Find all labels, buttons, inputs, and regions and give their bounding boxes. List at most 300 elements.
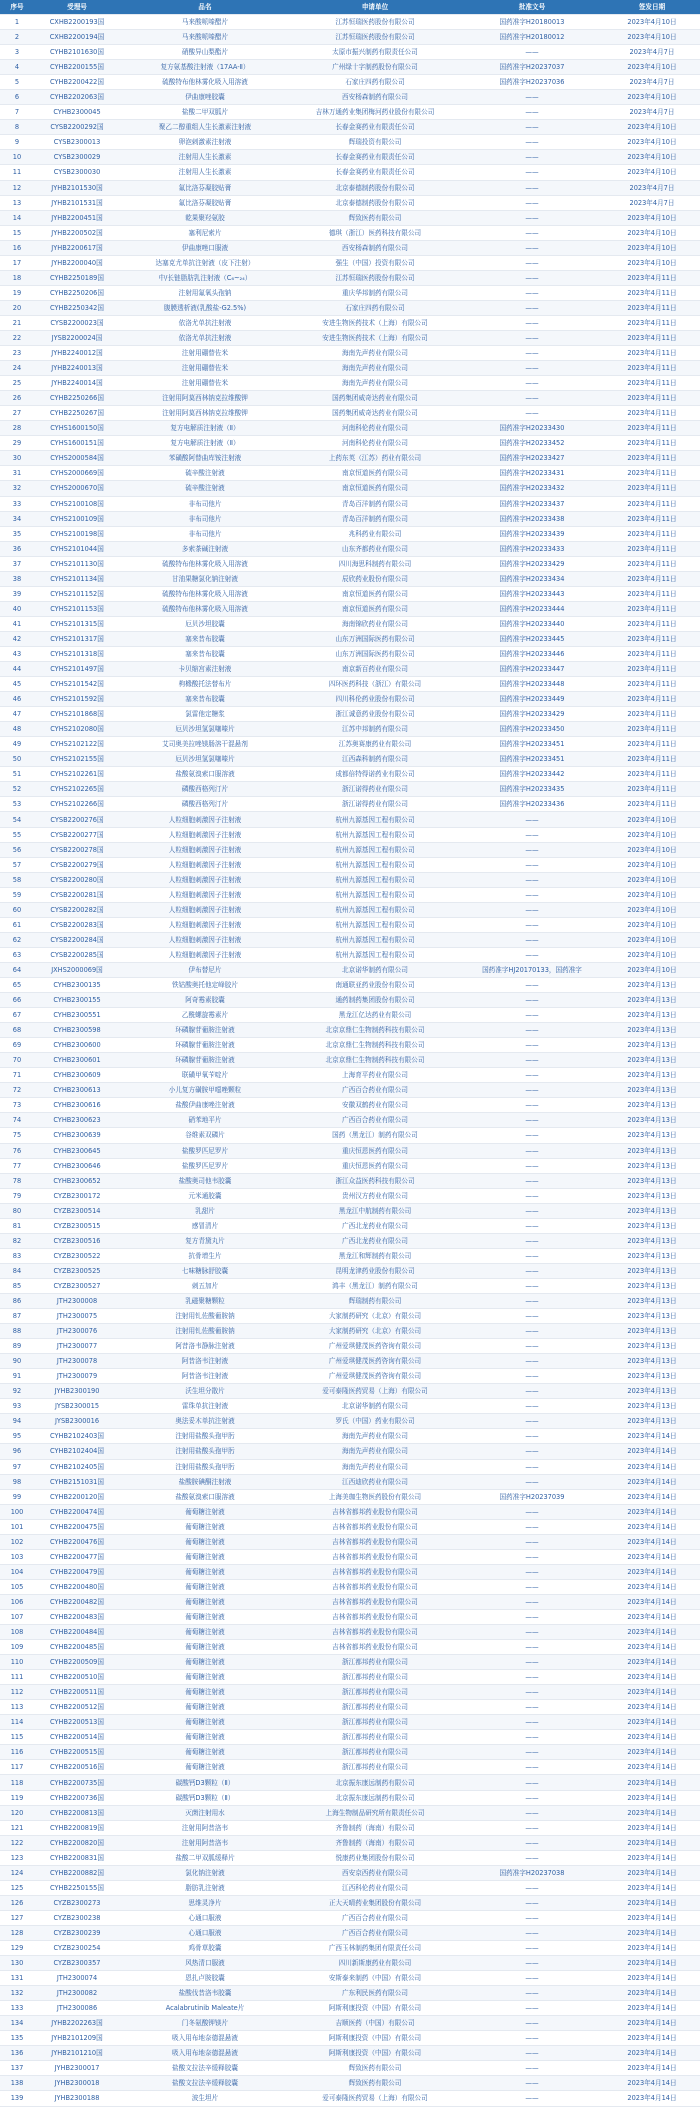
cell-acceptance-number: CYSB2200281国 (34, 887, 120, 902)
table-row (0, 45, 700, 60)
cell-issue-date: 2023年4月10日 (604, 255, 700, 270)
cell-applicant: 阿斯利康投资（中国）有限公司 (290, 2046, 460, 2061)
cell-issue-date: 2023年4月11日 (604, 601, 700, 616)
cell-product-name: 复方电解质注射液（Ⅱ） (120, 436, 290, 451)
cell-serial-number: 113 (0, 1700, 34, 1715)
cell-serial-number: 109 (0, 1640, 34, 1655)
cell-product-name: 硫辛酸注射液 (120, 481, 290, 496)
cell-approval-number: —— (460, 1293, 604, 1308)
cell-product-name: Acalabrutinib Maleate片 (120, 2001, 290, 2016)
cell-applicant: 重庆恒恩医药有限公司 (290, 1158, 460, 1173)
cell-acceptance-number: CYHB2200510国 (34, 1670, 120, 1685)
cell-applicant: 海南先声药业有限公司 (290, 376, 460, 391)
cell-serial-number: 44 (0, 662, 34, 677)
cell-approval-number: 国药准字H20233451 (460, 737, 604, 752)
cell-product-name: 注射用硼替佐米 (120, 376, 290, 391)
cell-product-name: 人粒细胞刺激因子注射液 (120, 827, 290, 842)
cell-issue-date: 2023年4月10日 (604, 30, 700, 45)
cell-product-name: 碳酸钙D3颗粒（Ⅱ） (120, 1790, 290, 1805)
cell-serial-number: 11 (0, 165, 34, 180)
cell-applicant: 重庆华邦制药有限公司 (290, 285, 460, 300)
cell-acceptance-number: CYHB2200512国 (34, 1700, 120, 1715)
table-row (0, 1414, 700, 1429)
cell-acceptance-number: CYSB2200285国 (34, 947, 120, 962)
cell-serial-number: 127 (0, 1910, 34, 1925)
cell-applicant: 阿斯利康投资（中国）有限公司 (290, 2001, 460, 2016)
table-row (0, 330, 700, 345)
cell-applicant: 辰欣药业股份有限公司 (290, 571, 460, 586)
table-row (0, 947, 700, 962)
cell-issue-date: 2023年4月11日 (604, 421, 700, 436)
cell-serial-number: 103 (0, 1549, 34, 1564)
table-row (0, 1865, 700, 1880)
cell-product-name: 依洛尤单抗注射液 (120, 315, 290, 330)
cell-serial-number: 5 (0, 75, 34, 90)
cell-serial-number: 55 (0, 827, 34, 842)
cell-serial-number: 57 (0, 857, 34, 872)
cell-approval-number: —— (460, 827, 604, 842)
cell-applicant: 北京诺华制药有限公司 (290, 1399, 460, 1414)
cell-product-name: 盐酸罗匹尼罗片 (120, 1143, 290, 1158)
table-row (0, 421, 700, 436)
cell-serial-number: 90 (0, 1354, 34, 1369)
cell-applicant: 河南科伦药业有限公司 (290, 421, 460, 436)
cell-applicant: 正大天晴药业集团股份有限公司 (290, 1895, 460, 1910)
cell-product-name: 葡萄糖注射液 (120, 1504, 290, 1519)
cell-acceptance-number: CYHB2200480国 (34, 1579, 120, 1594)
cell-acceptance-number: JYHB2101210国 (34, 2046, 120, 2061)
cell-serial-number: 39 (0, 586, 34, 601)
table-row (0, 30, 700, 45)
cell-issue-date: 2023年4月14日 (604, 1805, 700, 1820)
table-header (0, 0, 700, 15)
cell-issue-date: 2023年4月14日 (604, 1429, 700, 1444)
cell-acceptance-number: JYHB2202263国 (34, 2016, 120, 2031)
cell-issue-date: 2023年4月14日 (604, 1971, 700, 1986)
cell-approval-number: —— (460, 1384, 604, 1399)
cell-applicant: 广西北龙药业有限公司 (290, 1218, 460, 1233)
cell-serial-number: 28 (0, 421, 34, 436)
cell-issue-date: 2023年4月13日 (604, 1218, 700, 1233)
cell-acceptance-number: CYHB2200479国 (34, 1564, 120, 1579)
cell-product-name: 人粒细胞刺激因子注射液 (120, 812, 290, 827)
cell-acceptance-number: JYHB2200502国 (34, 225, 120, 240)
table-row (0, 1384, 700, 1399)
table-row (0, 887, 700, 902)
cell-issue-date: 2023年4月13日 (604, 1173, 700, 1188)
table-row (0, 1203, 700, 1218)
cell-issue-date: 2023年4月13日 (604, 1278, 700, 1293)
cell-issue-date: 2023年4月11日 (604, 406, 700, 421)
cell-issue-date: 2023年4月10日 (604, 917, 700, 932)
cell-product-name: 依洛尤单抗注射液 (120, 330, 290, 345)
table-row (0, 646, 700, 661)
cell-issue-date: 2023年4月11日 (604, 541, 700, 556)
cell-acceptance-number: CYHB2250206国 (34, 285, 120, 300)
cell-product-name: 磷酸西格列汀片 (120, 797, 290, 812)
cell-applicant: 吉林省都邦药业股份有限公司 (290, 1534, 460, 1549)
cell-approval-number: —— (460, 1504, 604, 1519)
cell-serial-number: 132 (0, 1986, 34, 2001)
cell-acceptance-number: CYHB2300155 (34, 993, 120, 1008)
cell-approval-number: —— (460, 1519, 604, 1534)
table-row (0, 240, 700, 255)
cell-issue-date: 2023年4月10日 (604, 932, 700, 947)
cell-product-name: 伊曲康唑口服液 (120, 240, 290, 255)
cell-approval-number: —— (460, 255, 604, 270)
table-row (0, 466, 700, 481)
cell-applicant: 杭州九源基因工程有限公司 (290, 932, 460, 947)
table-row (0, 917, 700, 932)
cell-approval-number: —— (460, 2001, 604, 2016)
cell-approval-number: —— (460, 902, 604, 917)
cell-serial-number: 24 (0, 361, 34, 376)
cell-issue-date: 2023年4月11日 (604, 315, 700, 330)
cell-issue-date: 2023年4月11日 (604, 571, 700, 586)
cell-acceptance-number: JXHS2000069国 (34, 962, 120, 977)
cell-applicant: 长春金赛药业有限责任公司 (290, 150, 460, 165)
cell-issue-date: 2023年4月14日 (604, 1715, 700, 1730)
cell-acceptance-number: JYSB2200024国 (34, 330, 120, 345)
cell-serial-number: 47 (0, 707, 34, 722)
cell-acceptance-number: JYHB2300188 (34, 2091, 120, 2106)
cell-approval-number: —— (460, 1414, 604, 1429)
cell-issue-date: 2023年4月14日 (604, 2091, 700, 2106)
cell-approval-number: —— (460, 1158, 604, 1173)
cell-issue-date: 2023年4月13日 (604, 1263, 700, 1278)
cell-applicant: 黑龙江和辉制药有限公司 (290, 1248, 460, 1263)
cell-serial-number: 81 (0, 1218, 34, 1233)
cell-approval-number: —— (460, 857, 604, 872)
cell-product-name: 注射用阿昔洛韦 (120, 1820, 290, 1835)
cell-applicant: 杭州九源基因工程有限公司 (290, 902, 460, 917)
cell-applicant: 吉林省都邦药业股份有限公司 (290, 1519, 460, 1534)
cell-serial-number: 18 (0, 270, 34, 285)
table-row (0, 165, 700, 180)
cell-acceptance-number: CYHB2200882国 (34, 1865, 120, 1880)
cell-serial-number: 67 (0, 1008, 34, 1023)
cell-product-name: 非布司他片 (120, 511, 290, 526)
cell-issue-date: 2023年4月13日 (604, 1023, 700, 1038)
cell-approval-number: 国药准字H20233433 (460, 541, 604, 556)
cell-issue-date: 2023年4月7日 (604, 195, 700, 210)
cell-applicant: 石家庄四药有限公司 (290, 75, 460, 90)
table-row (0, 1173, 700, 1188)
cell-acceptance-number: CYHS2102266国 (34, 797, 120, 812)
cell-product-name: 心通口服液 (120, 1925, 290, 1940)
table-row (0, 1730, 700, 1745)
cell-issue-date: 2023年4月13日 (604, 1038, 700, 1053)
table-row (0, 1218, 700, 1233)
table-row (0, 75, 700, 90)
cell-serial-number: 9 (0, 135, 34, 150)
table-row (0, 1956, 700, 1971)
cell-serial-number: 79 (0, 1188, 34, 1203)
cell-applicant: 广州爱琪健茂医药咨询有限公司 (290, 1354, 460, 1369)
cell-serial-number: 83 (0, 1248, 34, 1263)
cell-product-name: 人粒细胞刺激因子注射液 (120, 932, 290, 947)
cell-serial-number: 43 (0, 646, 34, 661)
table-row (0, 180, 700, 195)
cell-serial-number: 64 (0, 962, 34, 977)
table-row (0, 1309, 700, 1324)
cell-issue-date: 2023年4月13日 (604, 1248, 700, 1263)
cell-applicant: 海南锦欣药业有限公司 (290, 616, 460, 631)
cell-product-name: 葡萄糖注射液 (120, 1730, 290, 1745)
cell-approval-number: 国药准字H20233447 (460, 662, 604, 677)
table-row (0, 2046, 700, 2061)
cell-approval-number: —— (460, 1354, 604, 1369)
cell-serial-number: 99 (0, 1489, 34, 1504)
cell-issue-date: 2023年4月10日 (604, 842, 700, 857)
cell-acceptance-number: CYHS2101318国 (34, 646, 120, 661)
cell-product-name: 心通口服液 (120, 1910, 290, 1925)
cell-approval-number: —— (460, 1760, 604, 1775)
cell-acceptance-number: CYSB2200284国 (34, 932, 120, 947)
cell-applicant: 国药集团威奇达药业有限公司 (290, 391, 460, 406)
cell-applicant: 广西百合药业有限公司 (290, 1083, 460, 1098)
table-row (0, 1128, 700, 1143)
cell-product-name: 雷珠单抗注射液 (120, 1399, 290, 1414)
table-row (0, 1459, 700, 1474)
table-row (0, 451, 700, 466)
cell-approval-number: —— (460, 993, 604, 1008)
cell-applicant: 吉林省都邦药业股份有限公司 (290, 1564, 460, 1579)
cell-serial-number: 42 (0, 631, 34, 646)
cell-approval-number: —— (460, 1188, 604, 1203)
cell-acceptance-number: JTH2300075 (34, 1309, 120, 1324)
cell-serial-number: 86 (0, 1293, 34, 1308)
cell-issue-date: 2023年4月11日 (604, 285, 700, 300)
cell-approval-number: —— (460, 2076, 604, 2091)
cell-issue-date: 2023年4月14日 (604, 1459, 700, 1474)
cell-applicant: 江苏恒瑞医药股份有限公司 (290, 30, 460, 45)
cell-applicant: 南通联亚药业股份有限公司 (290, 978, 460, 993)
cell-applicant: 浙江诺得药业有限公司 (290, 797, 460, 812)
cell-serial-number: 40 (0, 601, 34, 616)
table-row (0, 150, 700, 165)
cell-product-name: 达塞克尤单抗注射液（皮下注射） (120, 255, 290, 270)
cell-issue-date: 2023年4月10日 (604, 210, 700, 225)
table-row (0, 1790, 700, 1805)
cell-serial-number: 125 (0, 1880, 34, 1895)
cell-product-name: 乳磁聚糖颗粒 (120, 1293, 290, 1308)
cell-acceptance-number: JYSB2300016 (34, 1414, 120, 1429)
cell-product-name: 葡萄糖注射液 (120, 1685, 290, 1700)
cell-acceptance-number: CYHS2101153国 (34, 601, 120, 616)
cell-applicant: 安进生物医药技术（上海）有限公司 (290, 315, 460, 330)
cell-product-name: 抗骨增生片 (120, 1248, 290, 1263)
cell-product-name: 复方电解质注射液（Ⅱ） (120, 421, 290, 436)
cell-product-name: 非布司他片 (120, 496, 290, 511)
cell-approval-number: —— (460, 1700, 604, 1715)
cell-acceptance-number: JYHB2240013国 (34, 361, 120, 376)
cell-approval-number: —— (460, 2016, 604, 2031)
cell-approval-number: —— (460, 842, 604, 857)
cell-applicant: 浙江都邦药业有限公司 (290, 1760, 460, 1775)
cell-approval-number: —— (460, 2046, 604, 2061)
cell-serial-number: 128 (0, 1925, 34, 1940)
cell-applicant: 广西百合药业有限公司 (290, 1925, 460, 1940)
cell-approval-number: —— (460, 240, 604, 255)
cell-product-name: 沃生坦分散片 (120, 1384, 290, 1399)
cell-issue-date: 2023年4月13日 (604, 1068, 700, 1083)
cell-approval-number: —— (460, 1233, 604, 1248)
cell-acceptance-number: JYHB2300018 (34, 2076, 120, 2091)
cell-product-name: 盐酸文拉法辛缓释胶囊 (120, 2076, 290, 2091)
cell-applicant: 吉林省都邦药业股份有限公司 (290, 1625, 460, 1640)
cell-product-name: 环磷腺苷葡胺注射液 (120, 1023, 290, 1038)
table-row (0, 1369, 700, 1384)
cell-serial-number: 116 (0, 1745, 34, 1760)
cell-applicant: 齐鲁制药（海南）有限公司 (290, 1820, 460, 1835)
cell-acceptance-number: CYHB2200511国 (34, 1685, 120, 1700)
cell-product-name: 环磷腺苷葡胺注射液 (120, 1038, 290, 1053)
cell-applicant: 广西百合药业有限公司 (290, 1910, 460, 1925)
cell-acceptance-number: CYZB2300515 (34, 1218, 120, 1233)
cell-acceptance-number: CYHB2250267国 (34, 406, 120, 421)
cell-serial-number: 85 (0, 1278, 34, 1293)
cell-product-name: 伊布替尼片 (120, 962, 290, 977)
cell-applicant: 江苏恒瑞医药股份有限公司 (290, 15, 460, 30)
cell-applicant: 青岛百洋制药有限公司 (290, 496, 460, 511)
cell-applicant: 杭州九源基因工程有限公司 (290, 812, 460, 827)
cell-applicant: 吉林省都邦药业股份有限公司 (290, 1609, 460, 1624)
cell-product-name: 葡萄糖注射液 (120, 1534, 290, 1549)
cell-applicant: 吉林省都邦药业股份有限公司 (290, 1504, 460, 1519)
table-row (0, 1655, 700, 1670)
cell-serial-number: 82 (0, 1233, 34, 1248)
table-row (0, 1850, 700, 1865)
cell-issue-date: 2023年4月14日 (604, 1549, 700, 1564)
cell-product-name: 氯化钠注射液 (120, 1865, 290, 1880)
cell-approval-number: —— (460, 210, 604, 225)
cell-product-name: 复方氨基酸注射液（17AA-Ⅱ） (120, 60, 290, 75)
cell-applicant: 吉林省都邦药业股份有限公司 (290, 1579, 460, 1594)
cell-serial-number: 68 (0, 1023, 34, 1038)
cell-serial-number: 105 (0, 1579, 34, 1594)
cell-serial-number: 120 (0, 1805, 34, 1820)
cell-serial-number: 37 (0, 556, 34, 571)
cell-applicant: 重庆恒恩医药有限公司 (290, 1143, 460, 1158)
cell-acceptance-number: CYHS2101592国 (34, 692, 120, 707)
cell-serial-number: 33 (0, 496, 34, 511)
cell-issue-date: 2023年4月10日 (604, 15, 700, 30)
cell-approval-number: —— (460, 1459, 604, 1474)
cell-approval-number: 国药准字H20233438 (460, 511, 604, 526)
cell-issue-date: 2023年4月11日 (604, 270, 700, 285)
table-row (0, 1760, 700, 1775)
cell-applicant: 北京京鼎仁生物制药科技有限公司 (290, 1053, 460, 1068)
cell-applicant: 北京泰德制药股份有限公司 (290, 180, 460, 195)
cell-serial-number: 92 (0, 1384, 34, 1399)
cell-acceptance-number: CYHS2101497国 (34, 662, 120, 677)
cell-serial-number: 71 (0, 1068, 34, 1083)
header-approval-number: 批准文号 (460, 0, 604, 15)
cell-issue-date: 2023年4月14日 (604, 2001, 700, 2016)
cell-issue-date: 2023年4月11日 (604, 466, 700, 481)
cell-applicant: 海南先声药业有限公司 (290, 346, 460, 361)
cell-acceptance-number: CYHB2200485国 (34, 1640, 120, 1655)
cell-acceptance-number: CYHB2300652 (34, 1173, 120, 1188)
cell-product-name: 厄贝沙坦氢氯噻嗪片 (120, 722, 290, 737)
cell-issue-date: 2023年4月11日 (604, 646, 700, 661)
table-row (0, 1113, 700, 1128)
cell-applicant: 浙江都邦药业有限公司 (290, 1685, 460, 1700)
table-row (0, 1158, 700, 1173)
cell-acceptance-number: CYZB2300522 (34, 1248, 120, 1263)
cell-issue-date: 2023年4月13日 (604, 1083, 700, 1098)
cell-product-name: 注射用钆佐酸葡胺钠 (120, 1324, 290, 1339)
cell-serial-number: 123 (0, 1850, 34, 1865)
cell-product-name: 塞来昔布胶囊 (120, 646, 290, 661)
cell-acceptance-number: CYHB2200475国 (34, 1519, 120, 1534)
cell-issue-date: 2023年4月13日 (604, 1339, 700, 1354)
cell-issue-date: 2023年4月14日 (604, 2076, 700, 2091)
table-row (0, 1715, 700, 1730)
cell-approval-number: —— (460, 1730, 604, 1745)
cell-issue-date: 2023年4月14日 (604, 1625, 700, 1640)
cell-applicant: 吉顺医药（中国）有限公司 (290, 2016, 460, 2031)
cell-issue-date: 2023年4月14日 (604, 1519, 700, 1534)
cell-issue-date: 2023年4月11日 (604, 782, 700, 797)
cell-applicant: 北京诺华制药有限公司 (290, 962, 460, 977)
cell-product-name: 盐酸氨溴索口服溶液 (120, 1489, 290, 1504)
cell-issue-date: 2023年4月13日 (604, 1053, 700, 1068)
cell-applicant: 江西科伦药业有限公司 (290, 1880, 460, 1895)
table-row (0, 270, 700, 285)
cell-serial-number: 139 (0, 2091, 34, 2106)
table-row (0, 1534, 700, 1549)
table-row (0, 361, 700, 376)
cell-approval-number: 国药准字H20237039 (460, 1489, 604, 1504)
table-row (0, 616, 700, 631)
cell-product-name: 小儿复方磺胺甲噁唑颗粒 (120, 1083, 290, 1098)
cell-acceptance-number: CYHS2102265国 (34, 782, 120, 797)
table-row (0, 1775, 700, 1790)
cell-acceptance-number: CYZB2300525 (34, 1263, 120, 1278)
cell-acceptance-number: CYHB2200819国 (34, 1820, 120, 1835)
cell-acceptance-number: CYHB2202063国 (34, 90, 120, 105)
cell-serial-number: 104 (0, 1564, 34, 1579)
cell-product-name: 人粒细胞刺激因子注射液 (120, 872, 290, 887)
cell-approval-number: —— (460, 1008, 604, 1023)
table-row (0, 1820, 700, 1835)
table-row (0, 1549, 700, 1564)
table-row (0, 1444, 700, 1459)
cell-product-name: 门冬氨酸钾镁片 (120, 2016, 290, 2031)
cell-product-name: 注射用硼替佐米 (120, 361, 290, 376)
cell-applicant: 广西北龙药业有限公司 (290, 1233, 460, 1248)
cell-acceptance-number: CYZB2300238 (34, 1910, 120, 1925)
cell-approval-number: —— (460, 2061, 604, 2076)
cell-applicant: 爱可泰隆医药贸易（上海）有限公司 (290, 2091, 460, 2106)
cell-approval-number: —— (460, 1098, 604, 1113)
cell-applicant: 贵州汉方药业有限公司 (290, 1188, 460, 1203)
cell-issue-date: 2023年4月14日 (604, 2016, 700, 2031)
cell-approval-number: —— (460, 361, 604, 376)
cell-product-name: 乙酰螺旋霉素片 (120, 1008, 290, 1023)
cell-acceptance-number: JYHB2300190 (34, 1384, 120, 1399)
cell-issue-date: 2023年4月7日 (604, 75, 700, 90)
cell-issue-date: 2023年4月10日 (604, 225, 700, 240)
cell-product-name: 注射用盐酸头孢甲肟 (120, 1459, 290, 1474)
cell-acceptance-number: CYHB2102405国 (34, 1459, 120, 1474)
cell-product-name: 脂肪乳注射液 (120, 1880, 290, 1895)
table-row (0, 1263, 700, 1278)
cell-applicant: 江苏中邦制药有限公司 (290, 722, 460, 737)
cell-product-name: 谷维素双磷片 (120, 1128, 290, 1143)
